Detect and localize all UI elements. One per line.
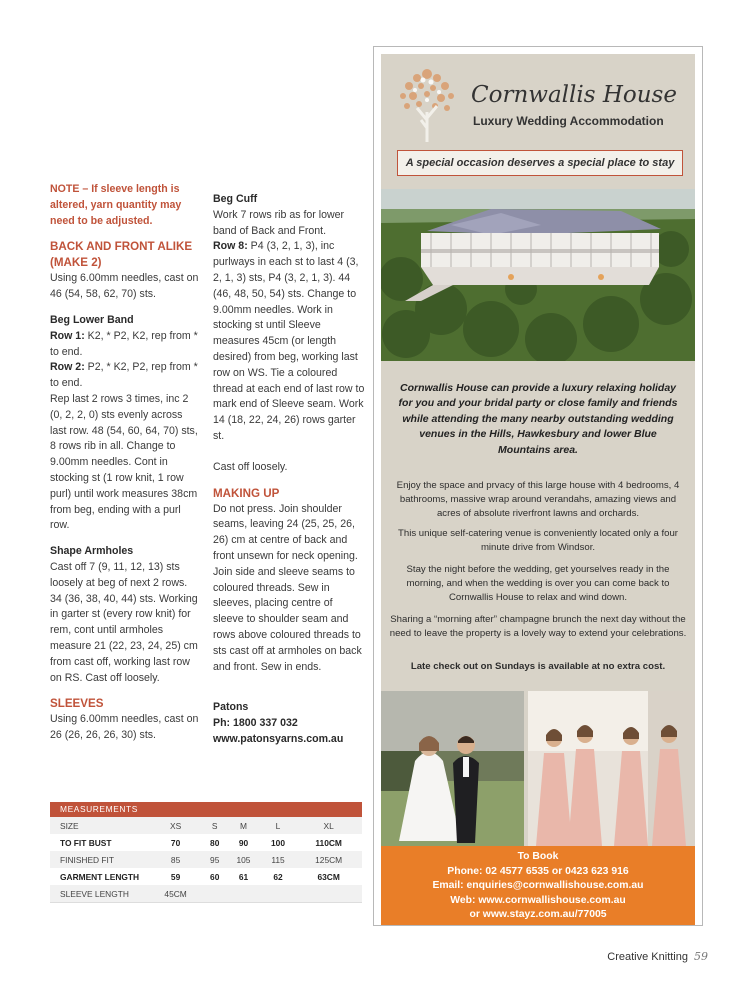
advert-panel	[381, 54, 695, 921]
booking-stayz-link[interactable]: or www.stayz.com.au/77005	[469, 909, 607, 921]
measurement-value: 63CM	[295, 868, 362, 885]
advert-late-checkout: Late check out on Sundays is available at no extra cost.	[410, 661, 666, 672]
measurement-label: FINISHED FIT	[50, 851, 148, 868]
page-number: 59	[694, 950, 708, 963]
sleeves-heading: SLEEVES	[50, 697, 104, 711]
advert-paragraph-brunch: Sharing a “morning after” champagne brunch the next day without the need to leave the property is a lovely way to extend your celebrations.	[389, 614, 687, 639]
measurement-value: 70	[148, 834, 203, 851]
bridesmaids-photo	[528, 691, 695, 846]
measurement-value	[261, 885, 296, 903]
row8-instruction	[213, 239, 365, 444]
row8-label: Row 8:	[213, 240, 248, 253]
magazine-name: Creative Knitting	[607, 951, 688, 963]
booking-box	[381, 846, 695, 925]
measurements-grid	[50, 817, 362, 903]
booking-phone: Phone: 02 4577 6535 or 0423 623 916	[447, 865, 629, 877]
armholes-body: Cast off 7 (9, 11, 12, 13) sts loosely at beg of next 2 rows. 34 (36, 38, 40, 44) sts. Working in garter st (every row knit) for rem, cont until armholes measure 21 (22, 23, 24, 25) cm from cast off, working last row on RS. Cast off loosely.	[50, 560, 198, 684]
cuff-heading: Beg Cuff	[213, 193, 258, 205]
page-footer	[607, 950, 708, 963]
measurement-value: 95	[203, 851, 226, 868]
measurement-value	[226, 885, 261, 903]
measurement-value: 85	[148, 851, 203, 868]
measurement-value	[203, 885, 226, 903]
row2-instruction	[50, 360, 200, 392]
measurement-label: TO FIT BUST	[50, 834, 148, 851]
measurement-value: 115	[261, 851, 296, 868]
making-up-heading: MAKING UP	[213, 486, 280, 500]
tree-logo-icon	[391, 60, 463, 142]
row2-label: Row 2:	[50, 361, 85, 374]
advert-subtitle: Luxury Wedding Accommodation	[473, 114, 664, 128]
row8-text: P4 (3, 2, 1, 3), inc purlways in each st to last 4 (3, 2, 1, 3) sts, P4 (3, 2, 1, 3). 44 (46, 48, 50, 54) sts. Change to 9.00mm needles. Work in stocking st until Sleeve measures 45cm (or length desired) from beg, working last row on WS. Tie a coloured thread at each end of last row to mark end of Sleeve seam. Work 14 (18, 22, 24, 26) rows garter st.	[213, 240, 365, 442]
measurement-value: 45CM	[148, 885, 203, 903]
measurement-value: XL	[295, 817, 362, 834]
measurement-value: S	[203, 817, 226, 834]
sleeves-body: Using 6.00mm needles, cast on 26 (26, 26, 26, 30) sts.	[50, 713, 199, 742]
measurement-label: SLEEVE LENGTH	[50, 885, 148, 903]
patons-web[interactable]: www.patonsyarns.com.au	[213, 732, 344, 745]
advert-title: Cornwallis House	[471, 82, 677, 108]
measurement-value: 61	[226, 868, 261, 885]
measurement-label: GARMENT LENGTH	[50, 868, 148, 885]
pattern-column-right	[213, 182, 365, 748]
back-front-heading: BACK AND FRONT ALIKE (MAKE 2)	[50, 240, 193, 270]
measurements-title: MEASUREMENTS	[50, 802, 362, 817]
making-up-body: Do not press. Join shoulder seams, leaving 24 (25, 25, 26, 26) cm at centre of back and front unsewn for neck opening. Join side and sleeve seams to coloured threads. Sew in sleeves, placing centre of sleeve to shoulder seam and rows above coloured threads to sts cast off at armholes on back and front. Sew in ends.	[213, 502, 362, 673]
measurement-value: M	[226, 817, 261, 834]
measurement-value: XS	[148, 817, 203, 834]
row1-label: Row 1:	[50, 329, 85, 342]
cuff-body: Work 7 rows rib as for lower band of Back and Front.	[213, 208, 345, 237]
booking-title: To Book	[517, 851, 559, 862]
measurement-value: 62	[261, 868, 296, 885]
row2-text: P2, * K2, P2, rep from * to end.	[50, 361, 198, 390]
pattern-column-left	[50, 182, 200, 744]
measurement-value: 110CM	[295, 834, 362, 851]
cornwallis-house-advert	[373, 46, 703, 926]
advert-paragraph-stay: Stay the night before the wedding, get yourselves ready in the morning, and when the wedding is over you can come back to Cornwallis House to relax and wind down.	[406, 564, 670, 603]
measurement-row	[50, 868, 362, 885]
measurement-label: SIZE	[50, 817, 148, 834]
lower-band-heading: Beg Lower Band	[50, 313, 134, 326]
patons-name: Patons	[213, 701, 249, 714]
wedding-couple-photo	[381, 691, 524, 846]
advert-paragraph-location: This unique self-catering venue is conveniently located only a four minute drive from Windsor.	[398, 528, 678, 553]
booking-email[interactable]: Email: enquiries@cornwallishouse.com.au	[432, 880, 644, 892]
house-aerial-photo	[381, 189, 695, 361]
measurement-value	[295, 885, 362, 903]
measurement-value: 59	[148, 868, 203, 885]
cast-off-text: Cast off loosely.	[213, 460, 288, 473]
measurement-value: L	[261, 817, 296, 834]
measurement-row	[50, 817, 362, 834]
back-front-intro: Using 6.00mm needles, cast on 46 (54, 58, 62, 70) sts.	[50, 272, 199, 301]
measurement-value: 80	[203, 834, 226, 851]
row1-text: K2, * P2, K2, rep from * to end.	[50, 329, 198, 358]
advert-paragraph-space: Enjoy the space and prvacy of this large house with 4 bedrooms, 4 bathrooms, massive wrap around verandahs, amazing views and acres of absolute riverfront lawns and orchards.	[396, 480, 680, 519]
measurement-value: 100	[261, 834, 296, 851]
row1-instruction	[50, 329, 200, 361]
patons-phone: Ph: 1800 337 032	[213, 717, 298, 730]
measurement-value: 105	[226, 851, 261, 868]
advert-tagline: A special occasion deserves a special place to stay	[397, 150, 683, 176]
advert-intro: Cornwallis House can provide a luxury relaxing holiday for you and your bridal party or close family and friends while attending the many nearby outstanding wedding venues in the Hills, Hawkesbury and lower Blue Mountains area.	[398, 382, 678, 456]
booking-website[interactable]: Web: www.cornwallishouse.com.au	[450, 894, 626, 906]
sleeve-note: NOTE – If sleeve length is altered, yarn quantity may need to be adjusted.	[50, 183, 182, 227]
measurement-row	[50, 834, 362, 851]
measurement-row	[50, 885, 362, 903]
armholes-heading: Shape Armholes	[50, 545, 134, 558]
measurement-value: 60	[203, 868, 226, 885]
measurement-value: 125CM	[295, 851, 362, 868]
measurement-row	[50, 851, 362, 868]
lower-band-body: Rep last 2 rows 3 times, inc 2 (0, 2, 2, 0) sts evenly across last row. 48 (54, 60, 64, 70) sts, 8 rows rib in all. Change to 9.00mm needles. Cont in stocking st (1 row knit, 1 row purl) until work measures 38cm from beg, ending with a purl row.	[50, 392, 198, 532]
measurements-table	[50, 802, 362, 903]
measurement-value: 90	[226, 834, 261, 851]
